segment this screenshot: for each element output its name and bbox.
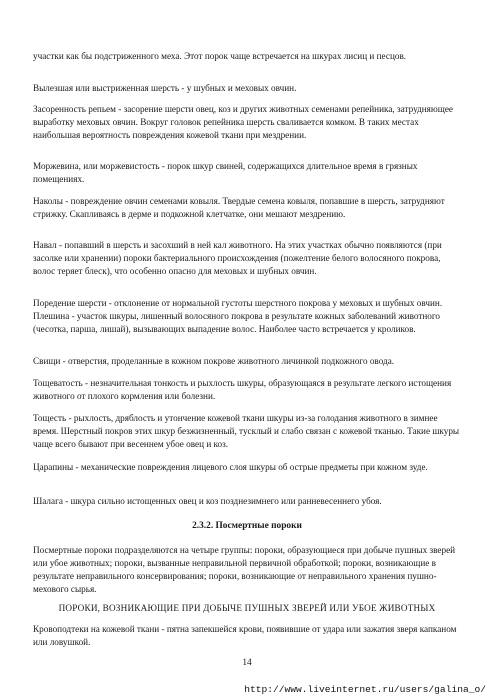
paragraph-emaciation: Тощесть - рыхлость, дряблость и утончение кожевой ткани шкуры из-за голодания животного в зимнее время. Шерстный покров этих шкур безжизненный, тусклый и слабо связан с кожевой тканью. Такие шкуры чаще всего бывают при весеннем убое овец и коз.: [33, 413, 460, 449]
section-heading: 2.3.2. Посмертные пороки: [192, 521, 302, 531]
watermark-url: http://www.liveinternet.ru/users/galina_o/: [244, 684, 486, 695]
paragraph-manure: Навал - попавший в шерсть и засохший в ней кал животного. На этих участках обычно появляются (при засолке или хранении) пороки бактериального происхождения (пожелтение белого волосяного покрова, волос теряет блеск), что особенно опасно для меховых и шубных овчин.: [33, 240, 442, 276]
paragraph-fistulas: Свищи - отверстия, проделанные в кожном покрове животного личинкой подкожного овода.: [33, 356, 395, 366]
paragraph-fur-defect: участки как бы подстриженного меха. Этот порок чаще встречается на шкурах лисиц и песцов.: [33, 51, 407, 61]
paragraph-feather-grass: Наколы - повреждение овчин семенами ковыля. Твердые семена ковыля, попавшие в шерсть, затрудняют стрижку. Скапливаясь в дерме и подкожной клетчатке, они мешают мездрению.: [33, 196, 445, 219]
paragraph-shorn-wool: Вылезшая или выстриженная шерсть - у шубных и меховых овчин.: [33, 83, 297, 93]
paragraph-thinning-wool: Поредение шерсти - отклонение от нормальной густоты шерстного покрова у меховых и шубных овчин. Плешина - участок шкуры, лишенный волосяного покрова в результате кожных заболеваний животного (чесотка, парша, лишай), вызывающих выпадение волос. Наиболее часто встречается у кроликов.: [33, 298, 443, 334]
paragraph-walrus-skin: Моржевина, или моржевистость - порок шкур свиней, содержащихся длительное время в грязных помещениях.: [33, 161, 418, 184]
paragraph-shalaga: Шалага - шкура сильно истощенных овец и коз позднезимнего или ранневесеннего убоя.: [33, 496, 382, 506]
paragraph-section-intro: Посмертные пороки подразделяются на четыре группы: пороки, образующиеся при добыче пушных зверей или убое животных; пороки, вызванные неправильной первичной обработкой; пороки, возникающие в результате неправильного консервирования; пороки, возникающие от неправильного хранения пушно-мехового сырья.: [33, 545, 456, 594]
page-number: 14: [242, 658, 252, 668]
paragraph-slight-emaciation: Тощеватость - незначительная тонкость и рыхлость шкуры, образующаяся в результате легкого истощения животного от плохого кормления или болезни.: [33, 378, 452, 401]
paragraph-bruises: Кровоподтеки на кожевой ткани - пятна запекшейся крови, появившие от удара или зажатия зверя капканом или ловушкой.: [33, 624, 457, 647]
paragraph-scratches: Царапины - механические повреждения лицевого слоя шкуры об острые предметы при кожном зуде.: [33, 462, 428, 472]
paragraph-burr-contamination: Засоренность репьем - засорение шерсти овец, коз и других животных семенами репейника, затрудняющее выработку меховых овчин. Вокруг головок репейника шерсть сваливается комком. В таких местах наибольшая вероятность повреждения кожевой ткани при мездрении.: [33, 104, 454, 140]
subsection-caption: ПОРОКИ, ВОЗНИКАЮЩИЕ ПРИ ДОБЫЧЕ ПУШНЫХ ЗВЕРЕЙ ИЛИ УБОЕ ЖИВОТНЫХ: [58, 603, 436, 613]
